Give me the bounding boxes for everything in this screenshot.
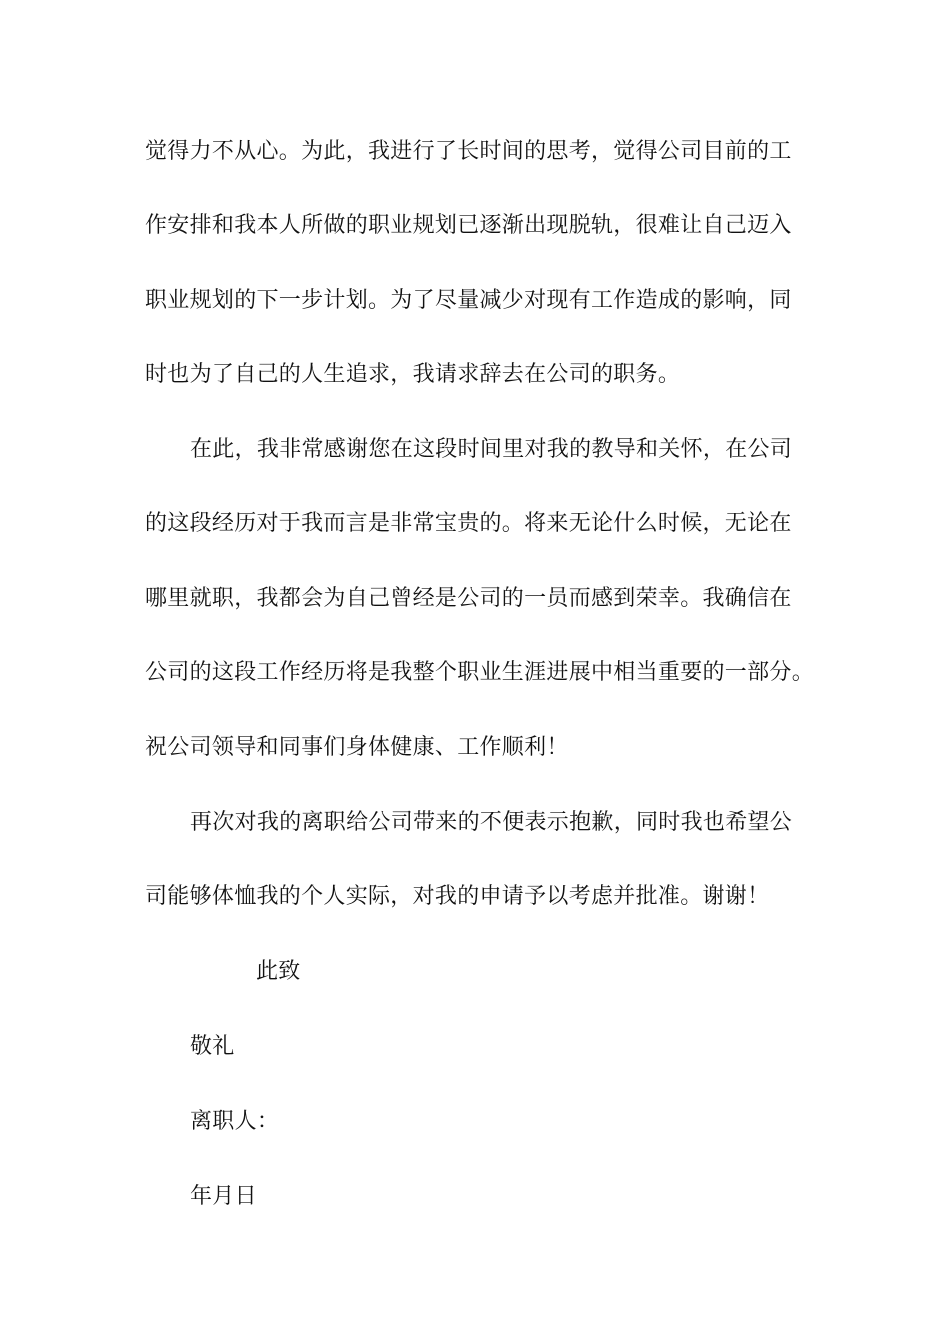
paragraph-2-line-3: 哪里就职，我都会为自己曾经是公司的一员而感到荣幸。我确信在 [145, 586, 792, 611]
closing-regards: 敬礼 [190, 1034, 235, 1059]
paragraph-1-line-1: 觉得力不从心。为此，我进行了长时间的思考，觉得公司目前的工 [145, 139, 792, 164]
paragraph-3-line-2: 司能够体恤我的个人实际，对我的申请予以考虑并批准。谢谢！ [145, 884, 770, 909]
paragraph-2-line-5: 祝公司领导和同事们身体健康、工作顺利！ [145, 735, 569, 760]
date-label: 年月日 [190, 1184, 257, 1209]
paragraph-1-line-4: 时也为了自己的人生追求，我请求辞去在公司的职务。 [145, 362, 681, 387]
paragraph-1-line-3: 职业规划的下一步计划。为了尽量减少对现有工作造成的影响，同 [145, 288, 792, 313]
paragraph-1-line-2: 作安排和我本人所做的职业规划已逐渐出现脱轨，很难让自己迈入 [145, 213, 792, 238]
paragraph-3-line-1: 再次对我的离职给公司带来的不便表示抱歉，同时我也希望公 [190, 810, 793, 835]
paragraph-2-line-1: 在此，我非常感谢您在这段时间里对我的教导和关怀，在公司 [190, 437, 793, 462]
signer-label: 离职人： [190, 1109, 280, 1134]
paragraph-2-line-2: 的这段经历对于我而言是非常宝贵的。将来无论什么时候，无论在 [145, 511, 792, 536]
closing-salutation: 此致 [256, 959, 301, 984]
paragraph-2-line-4: 公司的这段工作经历将是我整个职业生涯进展中相当重要的一部分。 [145, 660, 815, 685]
